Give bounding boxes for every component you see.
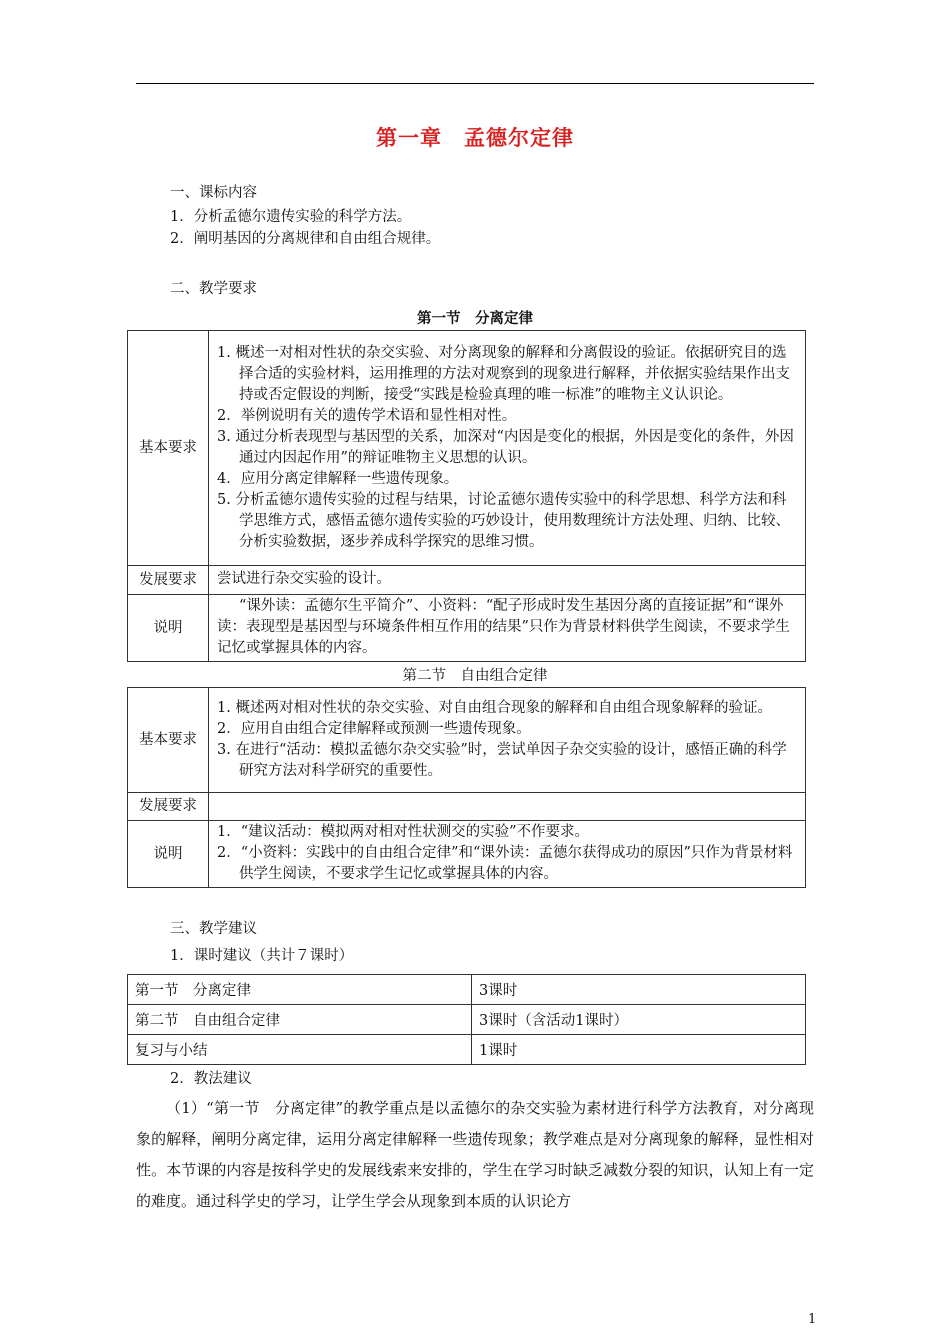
hours-value-cell: 3课时 (472, 975, 806, 1005)
method-heading: 2．教法建议 (170, 1071, 252, 1087)
section1-item: 2．阐明基因的分离规律和自由组合规律。 (170, 231, 441, 247)
table-row (128, 975, 806, 1005)
dev-label: 发展要求 (128, 793, 209, 821)
hours-heading: 1．课时建议（共计７课时） (170, 948, 354, 964)
table2-title: 第二节 自由组合定律 (402, 668, 548, 684)
table-row (128, 793, 806, 821)
page-number: 1 (808, 1312, 817, 1327)
list-item: 4．应用分离定律解释一些遗传现象。 (217, 470, 459, 487)
hours-table (127, 974, 806, 1065)
table1-title: 第一节 分离定律 (417, 310, 533, 327)
list-item: 3. 通过分析表现型与基因型的关系，加深对“内因是变化的根据，外因是变化的条件，外因通过内因起作用”的辩证唯物主义思想的认识。 (217, 428, 794, 466)
table-row (128, 566, 806, 595)
dev-label: 发展要求 (128, 566, 209, 595)
note-text: “课外读：孟德尔生平简介”、小资料：“配子形成时发生基因分离的直接证据”和“课外读：表现型是基因型与环境条件相互作用的结果”只作为背景材料供学生阅读，不要求学生记忆或掌握具体的内容。 (217, 598, 790, 656)
list-item: 2．举例说明有关的遗传学术语和显性相对性。 (217, 407, 517, 424)
note-content (209, 821, 806, 888)
hours-section-cell: 第一节 分离定律 (128, 975, 472, 1005)
table-row (128, 331, 806, 566)
list-item: 1. 概述一对相对性状的杂交实验、对分离现象的解释和分离假设的验证。依据研究目的选择合适的实验材料，运用推理的方法对观察到的现象进行解释，并依据实验结果作出支持或否定假设的判断，接受“实践是检验真理的唯一标准”的唯物主义认识论。 (217, 344, 790, 403)
basic-content (209, 331, 806, 566)
basic-label: 基本要求 (128, 688, 209, 793)
basic-label: 基本要求 (128, 331, 209, 566)
list-item: 3. 在进行“活动：模拟孟德尔杂交实验”时，尝试单因子杂交实验的设计，感悟正确的科学研究方法对科学研究的重要性。 (217, 741, 787, 779)
section2-heading: 二、教学要求 (170, 281, 257, 297)
list-item: 2．“小资料：实践中的自由组合定律”和“课外读：孟德尔获得成功的原因”只作为背景材料供学生阅读，不要求学生记忆或掌握具体的内容。 (217, 845, 793, 882)
list-item: 5. 分析孟德尔遗传实验的过程与结果，讨论孟德尔遗传实验中的科学思想、科学方法和科学思维方式，感悟孟德尔遗传实验的巧妙设计，使用数理统计方法处理、归纳、比较、分析实验数据，逐步养成科学探究的思维习惯。 (217, 491, 790, 550)
section3-heading: 三、教学建议 (170, 921, 257, 937)
list-item: 1．“建议活动：模拟两对相对性状测交的实验”不作要求。 (217, 824, 590, 840)
section1-item: 1．分析孟德尔遗传实验的科学方法。 (170, 209, 412, 225)
dev-content (209, 793, 806, 821)
section1-heading: 一、课标内容 (170, 185, 257, 201)
list-item: 1. 概述两对相对性状的杂交实验、对自由组合现象的解释和自由组合现象解释的验证。 (217, 699, 772, 716)
basic-content (209, 688, 806, 793)
header-rule (136, 83, 814, 84)
table-row (128, 821, 806, 888)
table-row (128, 1005, 806, 1035)
requirements-table-2 (127, 687, 806, 888)
table-row (128, 1035, 806, 1065)
method-paragraph: （1）“第一节 分离定律”的教学重点是以孟德尔的杂交实验为素材进行科学方法教育，对分离现象的解释，阐明分离定律，运用分离定律解释一些遗传现象；教学难点是对分离现象的解释，显性相对性。本节课的内容是按科学史的发展线索来安排的，学生在学习时缺乏减数分裂的知识，认知上有一定的难度。通过科学史的学习，让学生学会从现象到本质的认识论方 (136, 1099, 814, 1210)
hours-value-cell: 3课时（含活动1课时） (472, 1005, 806, 1035)
table-row (128, 595, 806, 662)
hours-value-cell: 1课时 (472, 1035, 806, 1065)
note-label: 说明 (128, 595, 209, 662)
list-item: 2．应用自由组合定律解释或预测一些遗传现象。 (217, 720, 531, 737)
requirements-table-1 (127, 330, 806, 662)
chapter-title: 第一章 孟德尔定律 (376, 125, 574, 150)
dev-content: 尝试进行杂交实验的设计。 (209, 566, 806, 595)
hours-section-cell: 复习与小结 (128, 1035, 472, 1065)
hours-section-cell: 第二节 自由组合定律 (128, 1005, 472, 1035)
note-content (209, 595, 806, 662)
table-row (128, 688, 806, 793)
note-label: 说明 (128, 821, 209, 888)
